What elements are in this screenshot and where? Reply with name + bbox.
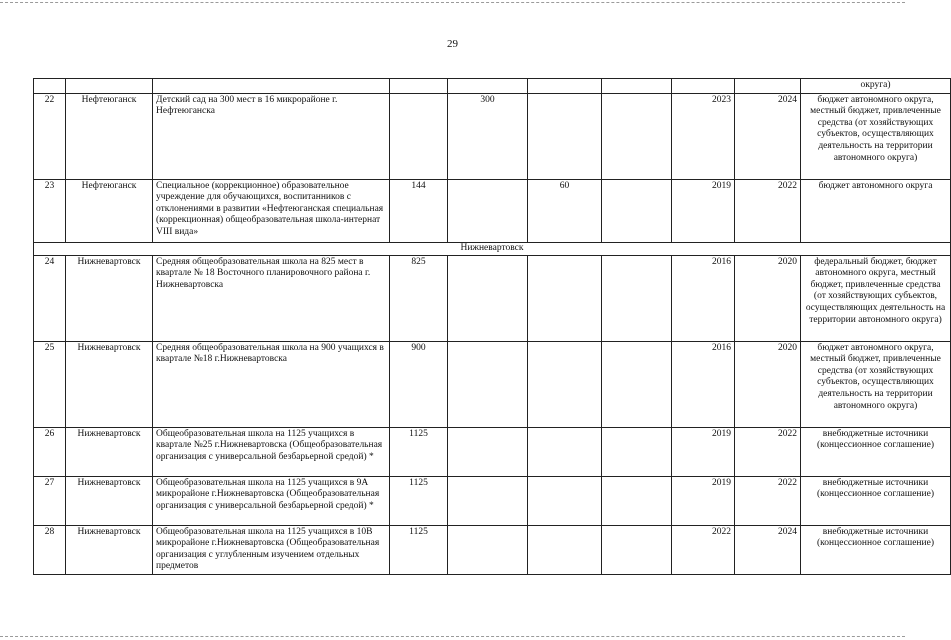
funding-source-cell: внебюджетные источники (концессионное соглашение) xyxy=(801,476,951,525)
start-year-cell: 2019 xyxy=(672,476,735,525)
start-year-cell: 2019 xyxy=(672,179,735,242)
row-number-cell: 25 xyxy=(34,341,66,427)
funding-source-cell: бюджет автономного округа, местный бюджет, привлеченные средства (от хозяйствующих субъектов, осуществляющих деятельность на территории автономного округа) xyxy=(801,93,951,179)
capacity-cell xyxy=(448,255,528,341)
end-year-cell: 2024 xyxy=(735,525,801,574)
facility-name-cell: Средняя общеобразовательная школа на 825 мест в квартале № 18 Восточного планировочного района г. Нижневартовска xyxy=(153,255,390,341)
table-row xyxy=(34,525,951,574)
funding-source-cell: внебюджетные источники (концессионное соглашение) xyxy=(801,525,951,574)
row-number-cell: 22 xyxy=(34,93,66,179)
table-cell xyxy=(448,79,528,94)
facility-name-cell: Общеобразовательная школа на 1125 учащихся в 9А микрорайоне г.Нижневартовска (Общеобразовательная организация с универсальной безбарьерной средой) * xyxy=(153,476,390,525)
capacity-cell xyxy=(602,341,672,427)
funding-source-cell: бюджет автономного округа, местный бюджет, привлеченные средства (от хозяйствующих субъектов, осуществляющих деятельность на территории автономного округа) xyxy=(801,341,951,427)
facility-name-cell: Общеобразовательная школа на 1125 учащихся в 10В микрорайоне г.Нижневартовска (Общеобразовательная организация с углубленным изучением отдельных предметов xyxy=(153,525,390,574)
city-cell: Нефтеюганск xyxy=(66,93,153,179)
capacity-cell xyxy=(528,341,602,427)
capacity-cell xyxy=(602,525,672,574)
capacity-cell: 144 xyxy=(390,179,448,242)
city-cell: Нижневартовск xyxy=(66,427,153,476)
scan-bottom-edge xyxy=(0,636,905,637)
table-cell xyxy=(735,79,801,94)
facility-name-cell: Средняя общеобразовательная школа на 900 учащихся в квартале №18 г.Нижневартовска xyxy=(153,341,390,427)
capacity-cell xyxy=(602,179,672,242)
capacity-cell: 300 xyxy=(448,93,528,179)
capacity-cell: 1125 xyxy=(390,476,448,525)
end-year-cell: 2020 xyxy=(735,341,801,427)
capacity-cell xyxy=(528,525,602,574)
start-year-cell: 2019 xyxy=(672,427,735,476)
end-year-cell: 2024 xyxy=(735,93,801,179)
end-year-cell: 2020 xyxy=(735,255,801,341)
row-number-cell: 23 xyxy=(34,179,66,242)
capacity-cell xyxy=(448,341,528,427)
funding-source-cell: округа) xyxy=(801,79,951,94)
facility-name-cell: Общеобразовательная школа на 1125 учащихся в квартале №25 г.Нижневартовска (Общеобразовательная организация с универсальной безбарьерной средой) * xyxy=(153,427,390,476)
capacity-cell xyxy=(602,427,672,476)
start-year-cell: 2016 xyxy=(672,341,735,427)
start-year-cell: 2016 xyxy=(672,255,735,341)
end-year-cell: 2022 xyxy=(735,179,801,242)
city-cell: Нижневартовск xyxy=(66,476,153,525)
row-number-cell: 27 xyxy=(34,476,66,525)
capacity-cell: 825 xyxy=(390,255,448,341)
table-row-continuation xyxy=(34,79,951,94)
end-year-cell: 2022 xyxy=(735,476,801,525)
facility-name-cell: Детский сад на 300 мест в 16 микрорайоне г. Нефтеюганска xyxy=(153,93,390,179)
table-row xyxy=(34,427,951,476)
funding-source-cell: федеральный бюджет, бюджет автономного округа, местный бюджет, привлеченные средства (от хозяйствующих субъектов, осуществляющих деятельность на территории автономного округа) xyxy=(801,255,951,341)
table-cell xyxy=(528,79,602,94)
scan-top-edge xyxy=(0,2,905,3)
table-cell xyxy=(153,79,390,94)
capacity-cell xyxy=(602,476,672,525)
table-cell xyxy=(390,79,448,94)
capacity-cell: 900 xyxy=(390,341,448,427)
city-cell: Нижневартовск xyxy=(66,341,153,427)
section-row xyxy=(34,242,951,255)
row-number-cell: 26 xyxy=(34,427,66,476)
table-cell xyxy=(66,79,153,94)
capacity-cell xyxy=(528,93,602,179)
row-number-cell: 28 xyxy=(34,525,66,574)
funding-source-cell: внебюджетные источники (концессионное соглашение) xyxy=(801,427,951,476)
table-cell xyxy=(602,79,672,94)
capacity-cell xyxy=(390,93,448,179)
capacity-cell xyxy=(528,255,602,341)
capacity-cell xyxy=(528,476,602,525)
capacity-cell xyxy=(448,427,528,476)
section-title: Нижневартовск xyxy=(34,242,951,255)
capacity-cell xyxy=(528,427,602,476)
table-row xyxy=(34,93,951,179)
table-row xyxy=(34,476,951,525)
capacity-cell: 60 xyxy=(528,179,602,242)
start-year-cell: 2022 xyxy=(672,525,735,574)
city-cell: Нижневартовск xyxy=(66,525,153,574)
capacity-cell xyxy=(602,255,672,341)
capacity-cell: 1125 xyxy=(390,525,448,574)
capacity-cell xyxy=(448,525,528,574)
facility-name-cell: Специальное (коррекционное) образовательное учреждение для обучающихся, воспитанников с отклонениями в развитии «Нефтеюганская специальная (коррекционная) общеобразовательная школа-интернат VIII вида» xyxy=(153,179,390,242)
start-year-cell: 2023 xyxy=(672,93,735,179)
capacity-cell xyxy=(448,179,528,242)
table-row xyxy=(34,341,951,427)
end-year-cell: 2022 xyxy=(735,427,801,476)
table-cell xyxy=(34,79,66,94)
capacity-cell xyxy=(448,476,528,525)
city-cell: Нижневартовск xyxy=(66,255,153,341)
page-number: 29 xyxy=(447,38,458,50)
table-cell xyxy=(672,79,735,94)
row-number-cell: 24 xyxy=(34,255,66,341)
capacity-cell: 1125 xyxy=(390,427,448,476)
funding-source-cell: бюджет автономного округа xyxy=(801,179,951,242)
capacity-cell xyxy=(602,93,672,179)
city-cell: Нефтеюганск xyxy=(66,179,153,242)
facilities-table xyxy=(33,78,951,575)
table-row xyxy=(34,179,951,242)
table-row xyxy=(34,255,951,341)
